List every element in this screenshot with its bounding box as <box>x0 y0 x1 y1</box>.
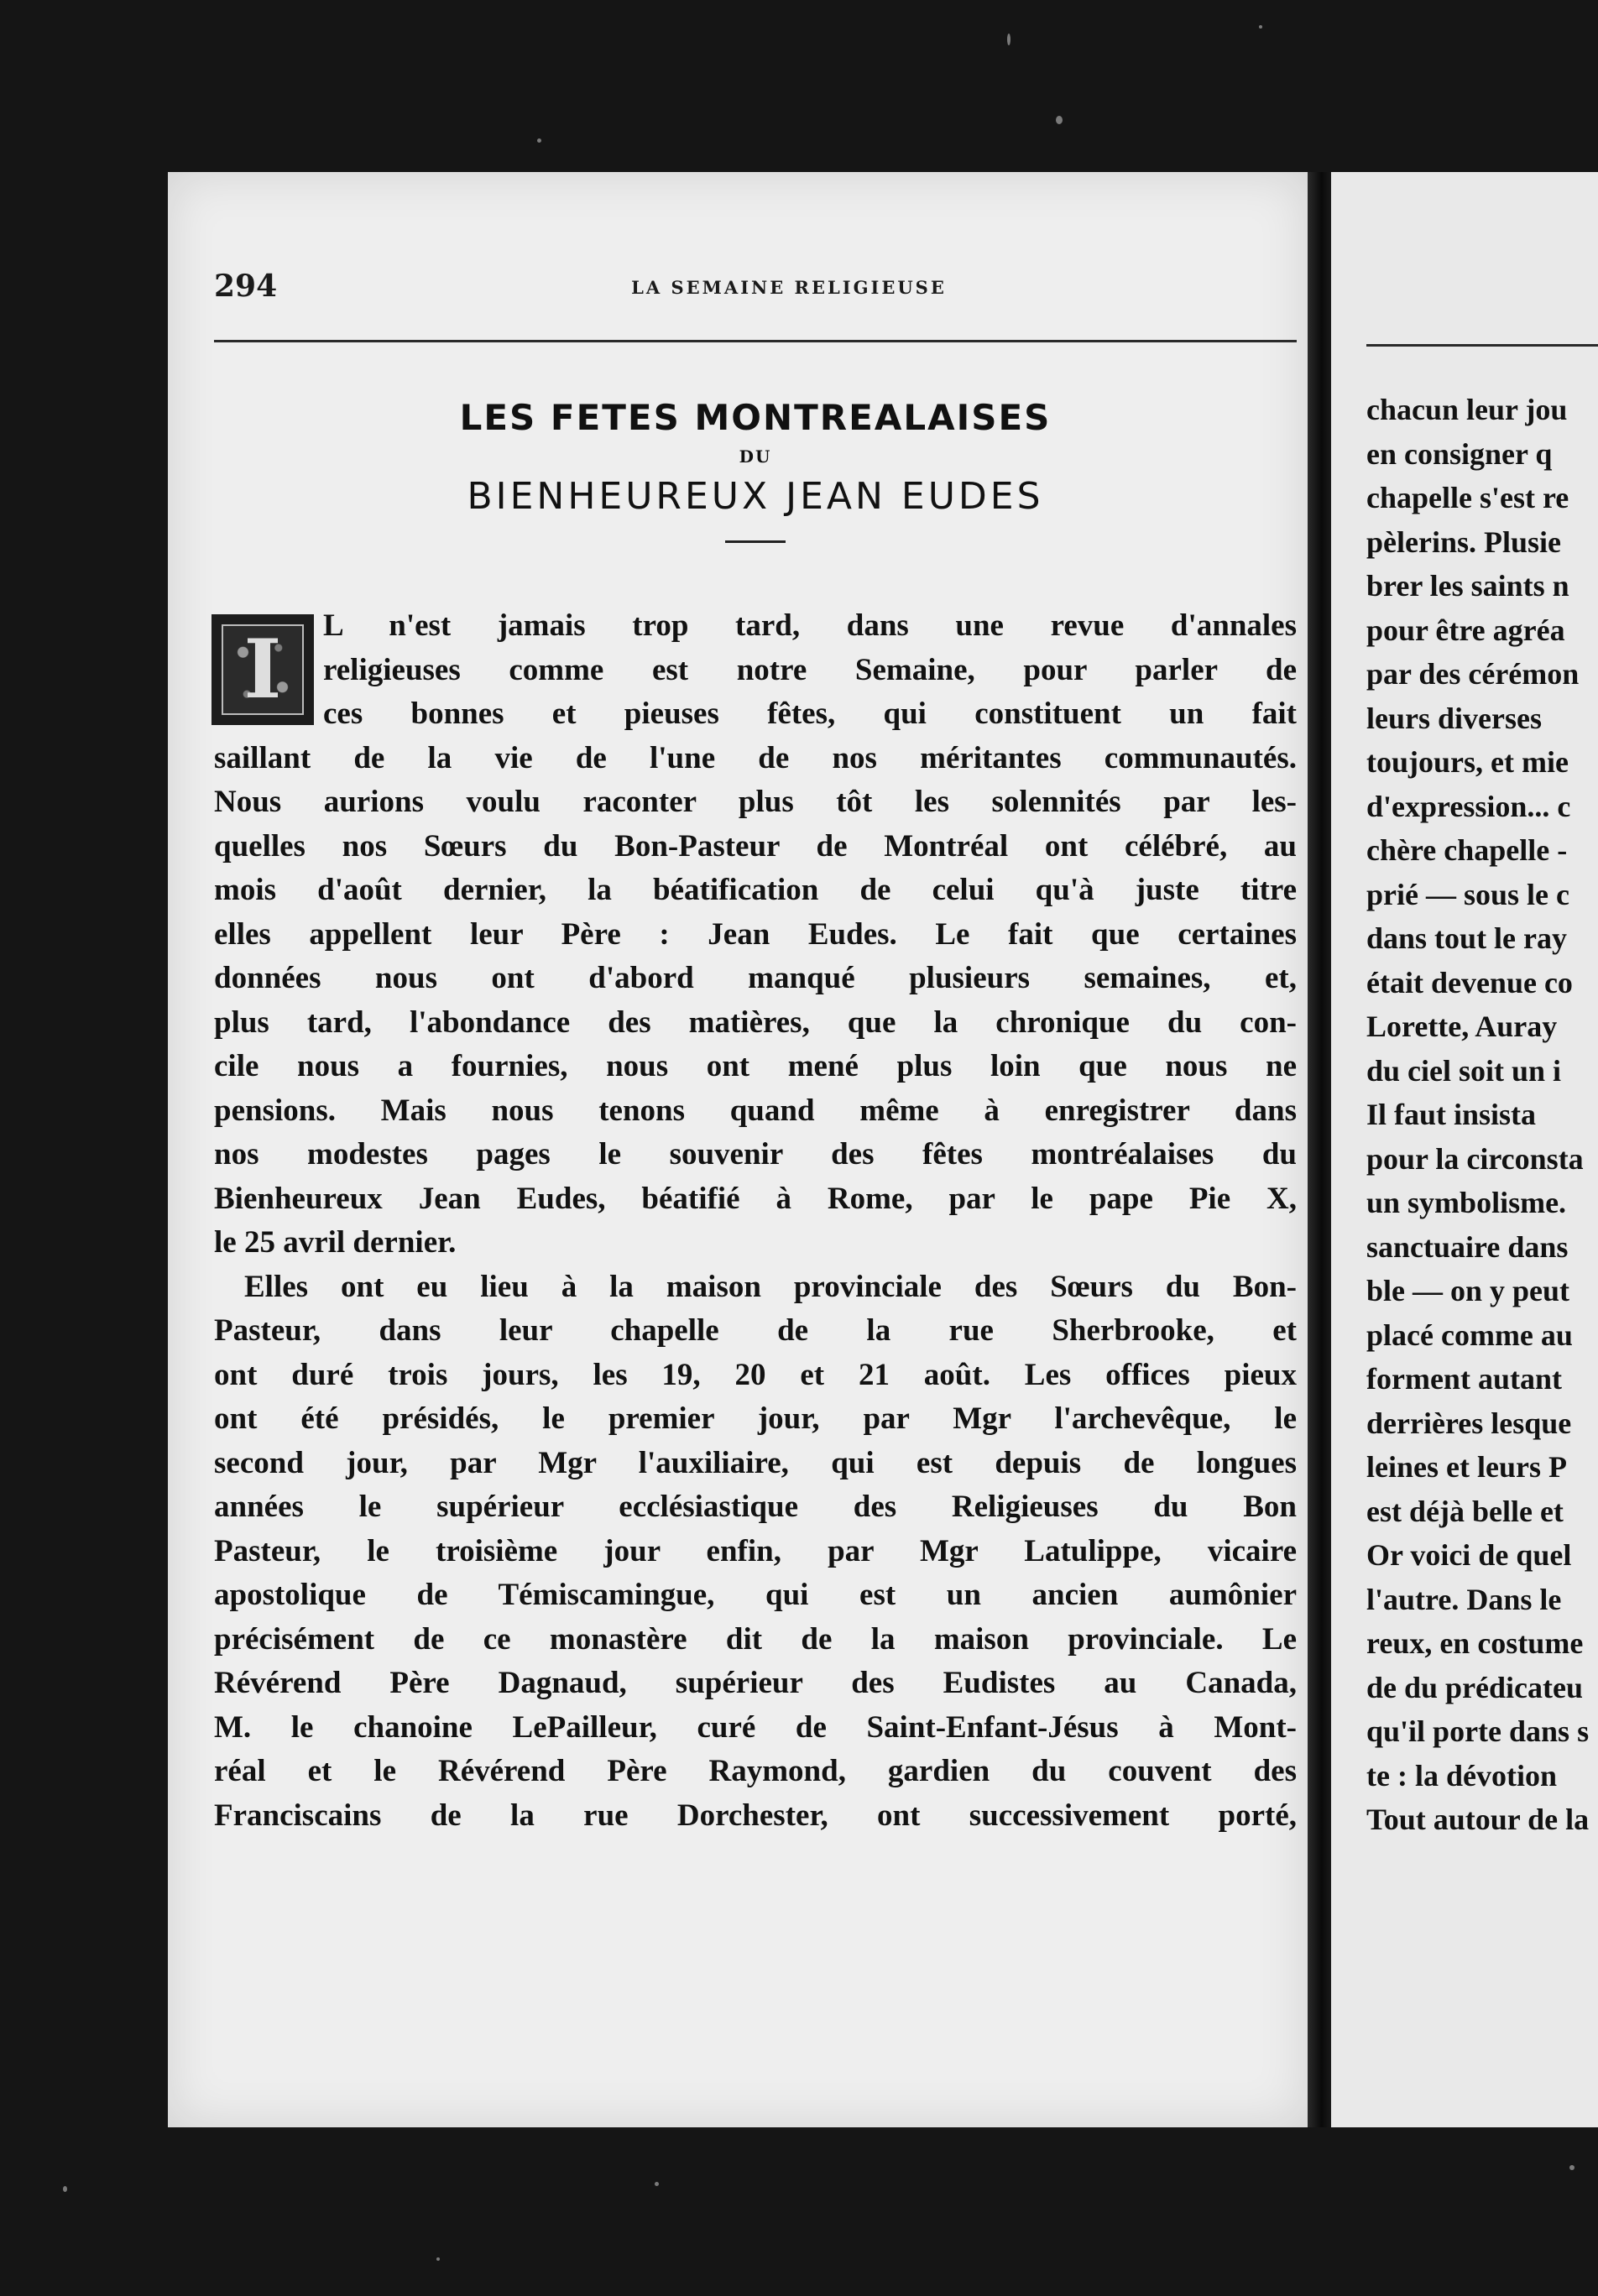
right-text-line: ble — on y peut <box>1366 1274 1570 1307</box>
text-line: ont été présidés, le premier jour, par Mgr l'archevêque, le <box>214 1401 1297 1436</box>
text-line: données nous ont d'abord manqué plusieurs semaines, et, <box>214 961 1297 995</box>
text-line: précisément de ce monastère dit de la maison provinciale. Le <box>214 1621 1297 1657</box>
text-line: réal et le Révérend Père Raymond, gardien du couvent des <box>214 1754 1297 1788</box>
text-line: Bienheureux Jean Eudes, béatifié à Rome, par le pape Pie X, <box>214 1181 1297 1216</box>
right-text-line: était devenue co <box>1366 965 1573 999</box>
title-line-1: LES FETES MONTREALAISES <box>459 397 1052 438</box>
right-text-line: te : la dévotion <box>1366 1758 1557 1792</box>
text-line: Elles ont eu lieu à la maison provinciale des Sœurs du Bon- <box>244 1269 1297 1304</box>
text-line: cile nous a fournies, nous ont mené plus loin que nous ne <box>214 1049 1297 1083</box>
right-text-line: Tout autour de la <box>1366 1803 1590 1836</box>
text-line: années le supérieur ecclésiastique des Religieuses du Bon <box>214 1490 1297 1524</box>
text-line: ont duré trois jours, les 19, 20 et 21 août. Les offices pieux <box>214 1357 1297 1392</box>
film-speck <box>1259 25 1262 29</box>
right-text-line: par des cérémon <box>1366 657 1580 691</box>
right-text-line: forment autant <box>1366 1362 1562 1396</box>
right-text-line: Lorette, Auray <box>1366 1010 1558 1043</box>
right-text-line: leurs diverses <box>1366 701 1542 735</box>
film-speck <box>436 2257 440 2261</box>
text-line: quelles nos Sœurs du Bon-Pasteur de Montréal ont célébré, au <box>214 828 1297 864</box>
title-rule <box>725 540 786 543</box>
right-text-line: toujours, et mie <box>1366 745 1569 779</box>
right-text-line: placé comme au <box>1366 1318 1573 1352</box>
text-line: ces bonnes et pieuses fêtes, qui constituent un fait <box>323 697 1297 731</box>
book-gutter <box>1308 172 1331 2127</box>
right-text-line: chacun leur jou <box>1366 393 1568 426</box>
film-speck <box>1056 116 1063 124</box>
right-text-line: chère chapelle - <box>1366 833 1568 867</box>
text-line: elles appellent leur Père : Jean Eudes. Le fait que certaines <box>214 916 1297 952</box>
text-line: saillant de la vie de l'une de nos méritantes communautés. <box>214 740 1297 775</box>
right-text-line: du ciel soit un i <box>1366 1053 1562 1088</box>
right-text-line: Or voici de quel <box>1366 1538 1572 1572</box>
right-text-line: qu'il porte dans s <box>1366 1714 1590 1748</box>
article-title <box>214 394 1297 543</box>
title-line-3: BIENHEUREUX JEAN EUDES <box>467 475 1044 518</box>
right-text-line: un symbolisme. <box>1366 1186 1567 1219</box>
right-text-line: Il faut insista <box>1366 1098 1537 1131</box>
right-text-line: derrières lesque <box>1366 1406 1572 1440</box>
film-speck <box>63 2186 67 2192</box>
text-line: nos modestes pages le souvenir des fêtes montréalaises du <box>214 1137 1297 1171</box>
article-body <box>214 604 1297 1838</box>
right-text-line: de du prédicateu <box>1366 1670 1584 1704</box>
title-line-2: DU <box>739 446 772 467</box>
right-text-line: reux, en costume <box>1366 1626 1584 1660</box>
right-text-line: en consigner q <box>1366 436 1553 471</box>
text-line: second jour, par Mgr l'auxiliaire, qui est depuis de longues <box>214 1445 1297 1480</box>
text-line: Pasteur, dans leur chapelle de la rue Sherbrooke, et <box>214 1313 1297 1348</box>
text-line: Franciscains de la rue Dorchester, ont successivement porté, <box>214 1798 1297 1833</box>
right-text-line: est déjà belle et <box>1366 1494 1564 1528</box>
right-text-line: dans tout le ray <box>1366 921 1568 955</box>
drop-cap-letter: I <box>243 622 282 717</box>
text-line: mois d'août dernier, la béatification de celui qu'à juste titre <box>214 873 1297 907</box>
right-text-line: leines et leurs P <box>1366 1450 1567 1484</box>
right-text-line: pour être agréa <box>1366 613 1565 647</box>
text-line: L n'est jamais trop tard, dans une revue d'annales <box>323 608 1297 643</box>
text-line: Nous aurions voulu raconter plus tôt les solennités par les- <box>214 785 1297 819</box>
right-text-line: l'autre. Dans le <box>1366 1582 1562 1616</box>
right-page-header-rule <box>1366 344 1598 347</box>
text-line: Révérend Père Dagnaud, supérieur des Eudistes au Canada, <box>214 1666 1297 1700</box>
right-text-line: pour la circonsta <box>1366 1141 1584 1176</box>
right-page-text <box>1366 388 1598 1842</box>
text-line: Pasteur, le troisième jour enfin, par Mgr Latulippe, vicaire <box>214 1533 1297 1568</box>
right-text-line: brer les saints n <box>1366 569 1569 603</box>
film-speck <box>1569 2165 1574 2170</box>
running-head <box>214 269 1297 310</box>
right-text-line: sanctuaire dans <box>1366 1229 1569 1264</box>
header-rule <box>214 340 1297 342</box>
text-line: plus tard, l'abondance des matières, que la chronique du con- <box>214 1004 1297 1040</box>
film-speck <box>537 138 541 143</box>
right-text-line: pèlerins. Plusie <box>1366 524 1561 559</box>
right-text-line: chapelle s'est re <box>1366 481 1569 514</box>
text-line: apostolique de Témiscamingue, qui est un ancien aumônier <box>214 1578 1297 1612</box>
right-text-line: prié — sous le c <box>1366 877 1569 911</box>
text-line: M. le chanoine LePailleur, curé de Saint-Enfant-Jésus à Mont- <box>214 1709 1297 1745</box>
page-number: 294 <box>214 269 278 304</box>
film-speck <box>655 2182 659 2186</box>
right-text-line: d'expression... c <box>1366 789 1571 823</box>
film-speck <box>1007 34 1010 45</box>
text-line: pensions. Mais nous tenons quand même à enregistrer dans <box>214 1093 1297 1128</box>
journal-title: LA SEMAINE RELIGIEUSE <box>631 277 947 298</box>
text-line: le 25 avril dernier. <box>214 1225 457 1260</box>
text-line: religieuses comme est notre Semaine, pour parler de <box>323 652 1297 687</box>
